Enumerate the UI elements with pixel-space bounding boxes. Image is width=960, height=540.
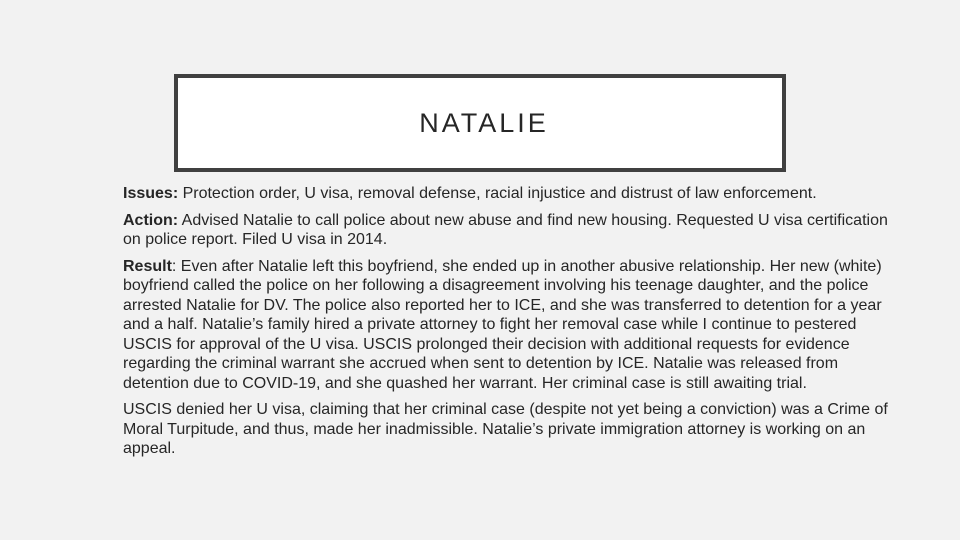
issues-paragraph: [123, 184, 888, 204]
action-paragraph: [123, 211, 888, 250]
outcome-paragraph: [123, 400, 888, 459]
slide-body: [123, 184, 888, 466]
outcome-text: USCIS denied her U visa, claiming that her criminal case (despite not yet being a conviction) was a Crime of Moral Turpitude, and thus, made her inadmissible. Natalie’s private immigration attorney is working on an appeal.: [123, 401, 888, 457]
title-box: [174, 74, 786, 172]
action-text: Advised Natalie to call police about new abuse and find new housing. Requested U visa certification on police report. Filed U visa in 2014.: [123, 211, 888, 248]
issues-label: Issues:: [123, 185, 179, 202]
action-label: Action:: [123, 211, 179, 229]
slide-title: NATALIE: [419, 107, 549, 138]
issues-text: Protection order, U visa, removal defense, racial injustice and distrust of law enforcement.: [178, 185, 817, 202]
result-label: Result: [123, 257, 172, 275]
result-text: : Even after Natalie left this boyfriend, she ended up in another abusive relationship. Her new (white) boyfriend called the police on her following a disagreement involving his teenage daughter, and the police arrested Natalie for DV. The police also reported her to ICE, and she was transferred to detention for a year and a half. Natalie’s family hired a private attorney to fight her removal case while I continue to pestered USCIS for approval of the U visa. USCIS prolonged their decision with additional requests for evidence regarding the criminal warrant she accrued when sent to detention by ICE. Natalie was released from detention due to COVID-19, and she quashed her warrant. Her criminal case is still awaiting trial.: [123, 257, 882, 392]
result-paragraph: [123, 257, 888, 394]
